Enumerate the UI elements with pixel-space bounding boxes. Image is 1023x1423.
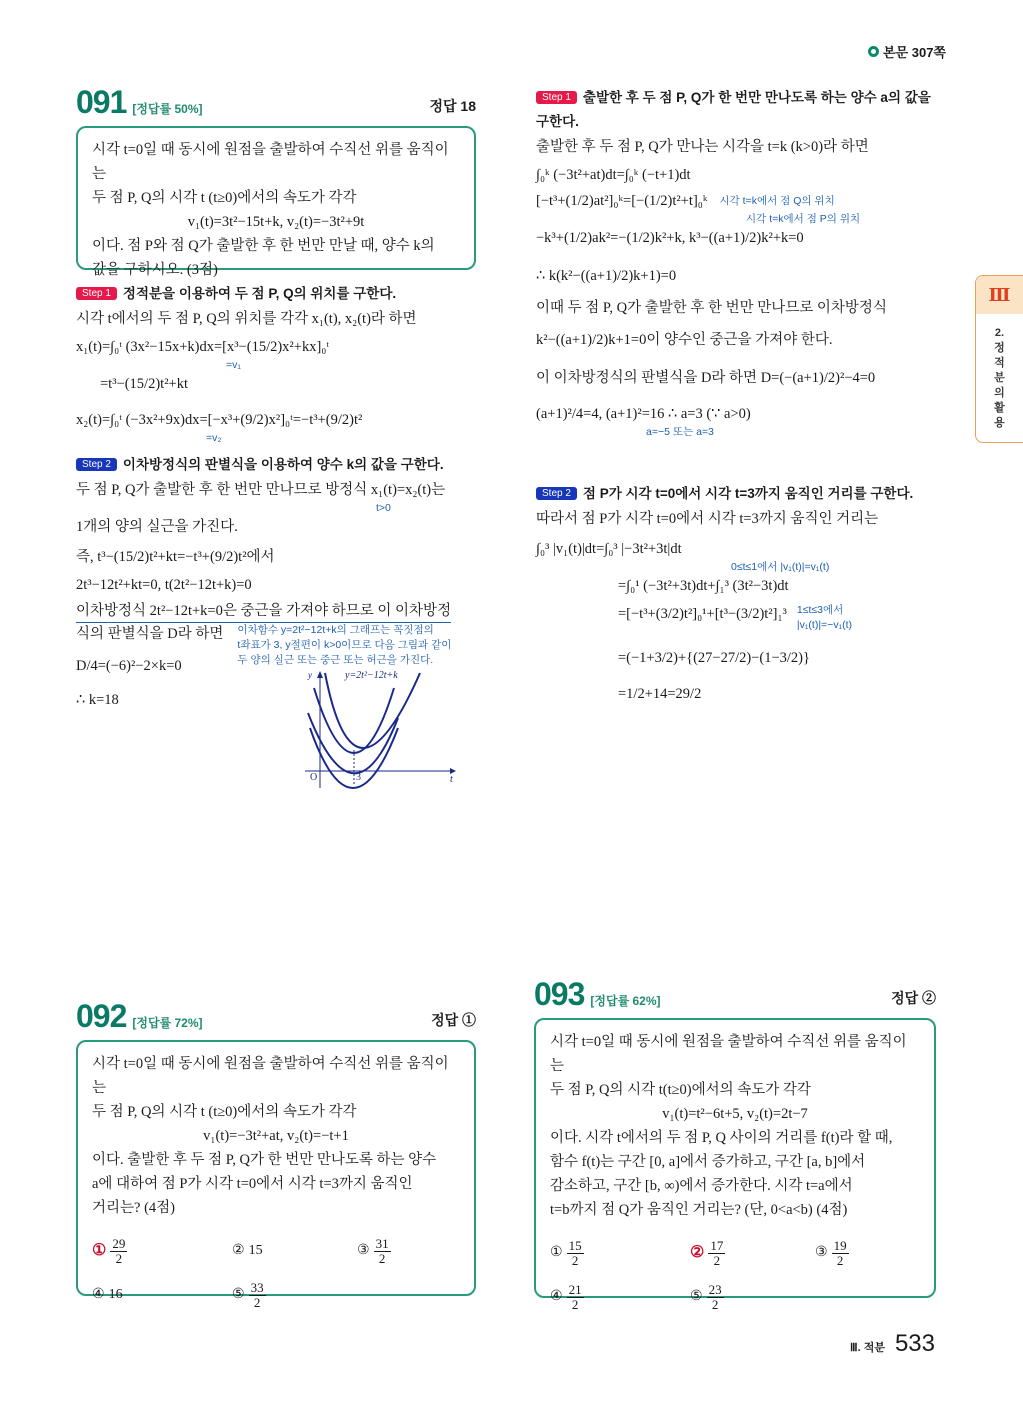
solution-line: k²−((a+1)/2)k+1=0이 양수인 중근을 가져야 한다. (536, 332, 833, 348)
circle-icon (868, 46, 879, 57)
denominator: 2 (836, 1252, 844, 1268)
solution-line: 따라서 점 P가 시각 t=0에서 시각 t=3까지 움직인 거리는 (536, 511, 879, 527)
problem-line: 두 점 P, Q의 시각 t(t≥0)에서의 속도가 각각 (550, 1082, 811, 1098)
solution-line: 시각 t에서의 두 점 P, Q의 위치를 각각 x₁(t), x₂(t)라 하면 (76, 311, 417, 327)
q092-step1 (536, 86, 946, 440)
choice-mark: ③ (815, 1245, 828, 1260)
step-title: 출발한 후 두 점 P, Q가 한 번만 만나도록 하는 양수 a의 값을 (582, 90, 931, 105)
choice-mark: ④ (92, 1287, 105, 1302)
problem-box (534, 1018, 936, 1312)
annotation-interval-2 (797, 603, 852, 633)
question-091 (76, 84, 476, 278)
problem-box (76, 126, 476, 278)
choice-4[interactable] (92, 1278, 232, 1312)
answer-label: 정답 18 (429, 98, 476, 114)
solution-line: 식의 판별식을 D라 하면 (76, 626, 224, 642)
page-reference (868, 42, 946, 61)
answer-label: 정답 ② (891, 990, 936, 1006)
solution-line: x₁(t)=∫₀ᵗ (3x²−15x+k)dx=[x³−(15/2)x²+kx]₀ᵗ (76, 339, 330, 355)
solution-line: 이때 두 점 P, Q가 출발한 후 한 번만 만나므로 이차방정식 (536, 300, 887, 316)
step-title-cont: 구한다. (536, 114, 579, 129)
chapter-section-label: 2. 정적분의 활용 (994, 327, 1005, 429)
page-number: 533 (894, 1330, 935, 1357)
final-answer: ∴ k=18 (76, 692, 119, 708)
problem-line: 이다. 출발한 후 두 점 P, Q가 한 번만 만나도록 하는 양수 (92, 1152, 437, 1168)
solution-line: 즉, t³−(15/2)t²+kt=−t³+(9/2)t²에서 (76, 549, 275, 565)
solution-line: ∴ k(k²−((a+1)/2)k+1)=0 (536, 268, 677, 284)
question-number: 092 (76, 998, 127, 1034)
reference-text: 본문 307쪽 (883, 45, 946, 60)
choice-mark: ① (550, 1245, 563, 1260)
problem-line: 시각 t=0일 때 동시에 원점을 출발하여 수직선 위를 움직이는 (92, 1056, 449, 1096)
parabola-graph (300, 668, 460, 793)
note-line: |v₁(t)|=−v₁(t) (796, 619, 853, 631)
choice-4[interactable] (550, 1280, 690, 1314)
choice-mark: ④ (550, 1289, 563, 1304)
problem-line: 두 점 P, Q의 시각 t (t≥0)에서의 속도가 각각 (92, 190, 357, 206)
chapter-numeral: Ⅲ (976, 276, 1023, 314)
note-line: 1≤t≤3에서 (796, 604, 844, 616)
numerator: 33 (250, 1279, 264, 1295)
correct-rate: [정답률 62%] (590, 994, 661, 1008)
solution-line: =(−1+3/2)+{(27−27/2)−(1−3/2)} (618, 650, 810, 666)
solution-line: 두 점 P, Q가 출발한 후 한 번만 만나므로 방정식 x₁(t)=x₂(t)는 (76, 482, 446, 498)
solution-line: 1개의 양의 실근을 가진다. (76, 519, 238, 535)
solution-line: ∫₀³ |v₁(t)|dt=∫₀³ |−3t²+3t|dt (536, 541, 682, 557)
step-title: 점 P가 시각 t=0에서 시각 t=3까지 움직인 거리를 구한다. (582, 486, 914, 501)
annotation-p-position: 시각 t=k에서 점 P의 위치 (746, 213, 861, 225)
numerator: 19 (833, 1237, 847, 1253)
solution-line: 2t³−12t²+kt=0, t(2t²−12t+k)=0 (76, 577, 252, 593)
solution-line: ∫₀ᵏ (−3t²+at)dt=∫₀ᵏ (−t+1)dt (536, 167, 691, 183)
velocity-formula: v₁(t)=t²−6t+5, v₂(t)=2t−7 (662, 1106, 808, 1122)
annotation-v2: =v₂ (206, 432, 222, 444)
velocity-formula: v₁(t)=−3t²+at, v₂(t)=−t+1 (203, 1128, 349, 1144)
step-title: 이차방정식의 판별식을 이용하여 양수 k의 값을 구한다. (122, 457, 444, 472)
correct-rate: [정답률 72%] (132, 1016, 203, 1030)
choice-3[interactable] (815, 1236, 935, 1270)
solution-line: D/4=(−6)²−2×k=0 (76, 658, 182, 674)
problem-line: a에 대하여 점 P가 시각 t=0에서 시각 t=3까지 움직인 (92, 1176, 413, 1192)
question-093 (534, 976, 936, 1312)
step1-badge: Step 1 (536, 91, 577, 104)
choice-mark: ③ (357, 1243, 370, 1258)
correct-rate: [정답률 50%] (132, 102, 203, 116)
note-line: t좌표가 3, y절편이 k>0이므로 다음 그림과 같이 (237, 639, 452, 651)
note-line: 이차함수 y=2t²−12t+k의 그래프는 꼭짓점의 (237, 624, 434, 636)
step2-badge: Step 2 (76, 458, 117, 471)
vertex-label: 3 (356, 772, 361, 783)
numerator: 21 (568, 1281, 582, 1297)
answer-choices (92, 1234, 460, 1312)
solution-line: 출발한 후 두 점 P, Q가 만나는 시각을 t=k (k>0)라 하면 (536, 139, 869, 155)
final-answer: =1/2+14=29/2 (618, 686, 702, 702)
annotation-interval-1: 0≤t≤1에서 |v₁(t)|=v₁(t) (731, 561, 830, 573)
choice-5[interactable] (232, 1278, 357, 1312)
numerator: 29 (112, 1235, 126, 1251)
solution-line: =t³−(15/2)t²+kt (100, 376, 188, 392)
checkmark-icon: ② (690, 1244, 705, 1261)
origin-label: O (310, 772, 318, 783)
solution-line: x₂(t)=∫₀ᵗ (−3x²+9x)dx=[−x³+(9/2)x²]₀ᵗ=−t³+(9/2)t² (76, 412, 363, 428)
annotation-a-values: a=−5 또는 a=3 (646, 426, 714, 438)
page-footer (850, 1330, 935, 1358)
problem-box (76, 1040, 476, 1310)
solution-line: =[−t³+(3/2)t²]₀¹+[t³−(3/2)t²]₁³ (618, 606, 787, 622)
step-title: 정적분을 이용하여 두 점 P, Q의 위치를 구한다. (122, 286, 397, 301)
problem-line: 함수 f(t)는 구간 [0, a]에서 증가하고, 구간 [a, b]에서 (550, 1154, 866, 1170)
answer-choices (550, 1236, 920, 1314)
choice-mark: ⑤ (690, 1289, 703, 1304)
annotation-t-positive: t>0 (376, 502, 391, 514)
numerator: 15 (568, 1237, 582, 1253)
choice-1[interactable] (92, 1234, 232, 1268)
x-axis-label: t (450, 774, 453, 785)
choice-2[interactable] (690, 1236, 815, 1270)
q092-step2 (536, 482, 946, 705)
note-line: 두 양의 실근 또는 중근 또는 허근을 가진다. (237, 654, 434, 666)
graph-label: y=2t²−12t+k (345, 670, 398, 681)
annotation-q-position: 시각 t=k에서 점 Q의 위치 (719, 194, 835, 207)
numerator: 17 (710, 1237, 724, 1253)
parabola-figure (300, 668, 460, 793)
checkmark-icon: ① (92, 1242, 107, 1259)
denominator: 2 (378, 1250, 386, 1266)
denominator: 2 (571, 1252, 579, 1268)
problem-line: 이다. 시각 t에서의 두 점 P, Q 사이의 거리를 f(t)라 할 때, (550, 1130, 893, 1146)
denominator: 2 (713, 1252, 721, 1268)
solution-line: (a+1)²/4=4, (a+1)²=16 ∴ a=3 (∵ a>0) (536, 406, 751, 422)
y-axis-label: y (308, 670, 312, 680)
solution-line: −k³+(1/2)ak²=−(1/2)k²+k, k³−((a+1)/2)k²+k=0 (536, 230, 804, 246)
problem-line: 값을 구하시오. (3점) (92, 262, 218, 278)
annotation-v1: =v₁ (226, 359, 241, 371)
choice-mark: ② (232, 1243, 245, 1258)
problem-line: 이다. 점 P와 점 Q가 출발한 후 한 번만 만날 때, 양수 k의 (92, 238, 435, 254)
choice-1[interactable] (550, 1236, 690, 1270)
step2-badge: Step 2 (536, 487, 577, 500)
choice-mark: ⑤ (232, 1287, 245, 1302)
question-number: 093 (534, 976, 585, 1012)
problem-line: 감소하고, 구간 [b, ∞)에서 증가한다. 시각 t=a에서 (550, 1178, 853, 1194)
solution-line: 이차방정식 2t²−12t+k=0은 중근을 가져야 하므로 이 이차방정 (76, 600, 451, 623)
choice-3[interactable] (357, 1234, 477, 1268)
question-number: 091 (76, 84, 127, 120)
problem-line: t=b까지 점 Q가 움직인 거리는? (단, 0<a<b) (4점) (550, 1202, 848, 1218)
choice-value: 16 (108, 1287, 123, 1302)
solution-line: =∫₀¹ (−3t²+3t)dt+∫₁³ (3t²−3t)dt (618, 578, 789, 594)
denominator: 2 (711, 1296, 719, 1312)
numerator: 31 (375, 1235, 389, 1251)
problem-line: 두 점 P, Q의 시각 t (t≥0)에서의 속도가 각각 (92, 1104, 357, 1120)
choice-value: 15 (248, 1243, 263, 1258)
choice-5[interactable] (690, 1280, 815, 1314)
chapter-tab[interactable] (975, 275, 1023, 443)
denominator: 2 (115, 1250, 123, 1266)
choice-2[interactable] (232, 1234, 357, 1268)
denominator: 2 (253, 1294, 261, 1310)
problem-line: 시각 t=0일 때 동시에 원점을 출발하여 수직선 위를 움직이는 (92, 142, 449, 182)
numerator: 23 (708, 1281, 722, 1297)
problem-line: 시각 t=0일 때 동시에 원점을 출발하여 수직선 위를 움직이는 (550, 1034, 907, 1074)
step1-badge: Step 1 (76, 287, 117, 300)
answer-label: 정답 ① (431, 1012, 476, 1028)
q091-step1 (76, 282, 486, 446)
denominator: 2 (571, 1296, 579, 1312)
velocity-formula: v₁(t)=3t²−15t+k, v₂(t)=−3t²+9t (187, 214, 365, 230)
solution-line: [−t³+(1/2)at²]₀ᵏ=[−(1/2)t²+t]₀ᵏ (536, 193, 708, 209)
section-label: Ⅲ. 적분 (850, 1342, 885, 1354)
solution-line: 이 이차방정식의 판별식을 D라 하면 D=(−(a+1)/2)²−4=0 (536, 370, 876, 386)
problem-line: 거리는? (4점) (92, 1200, 175, 1216)
question-092 (76, 998, 476, 1310)
